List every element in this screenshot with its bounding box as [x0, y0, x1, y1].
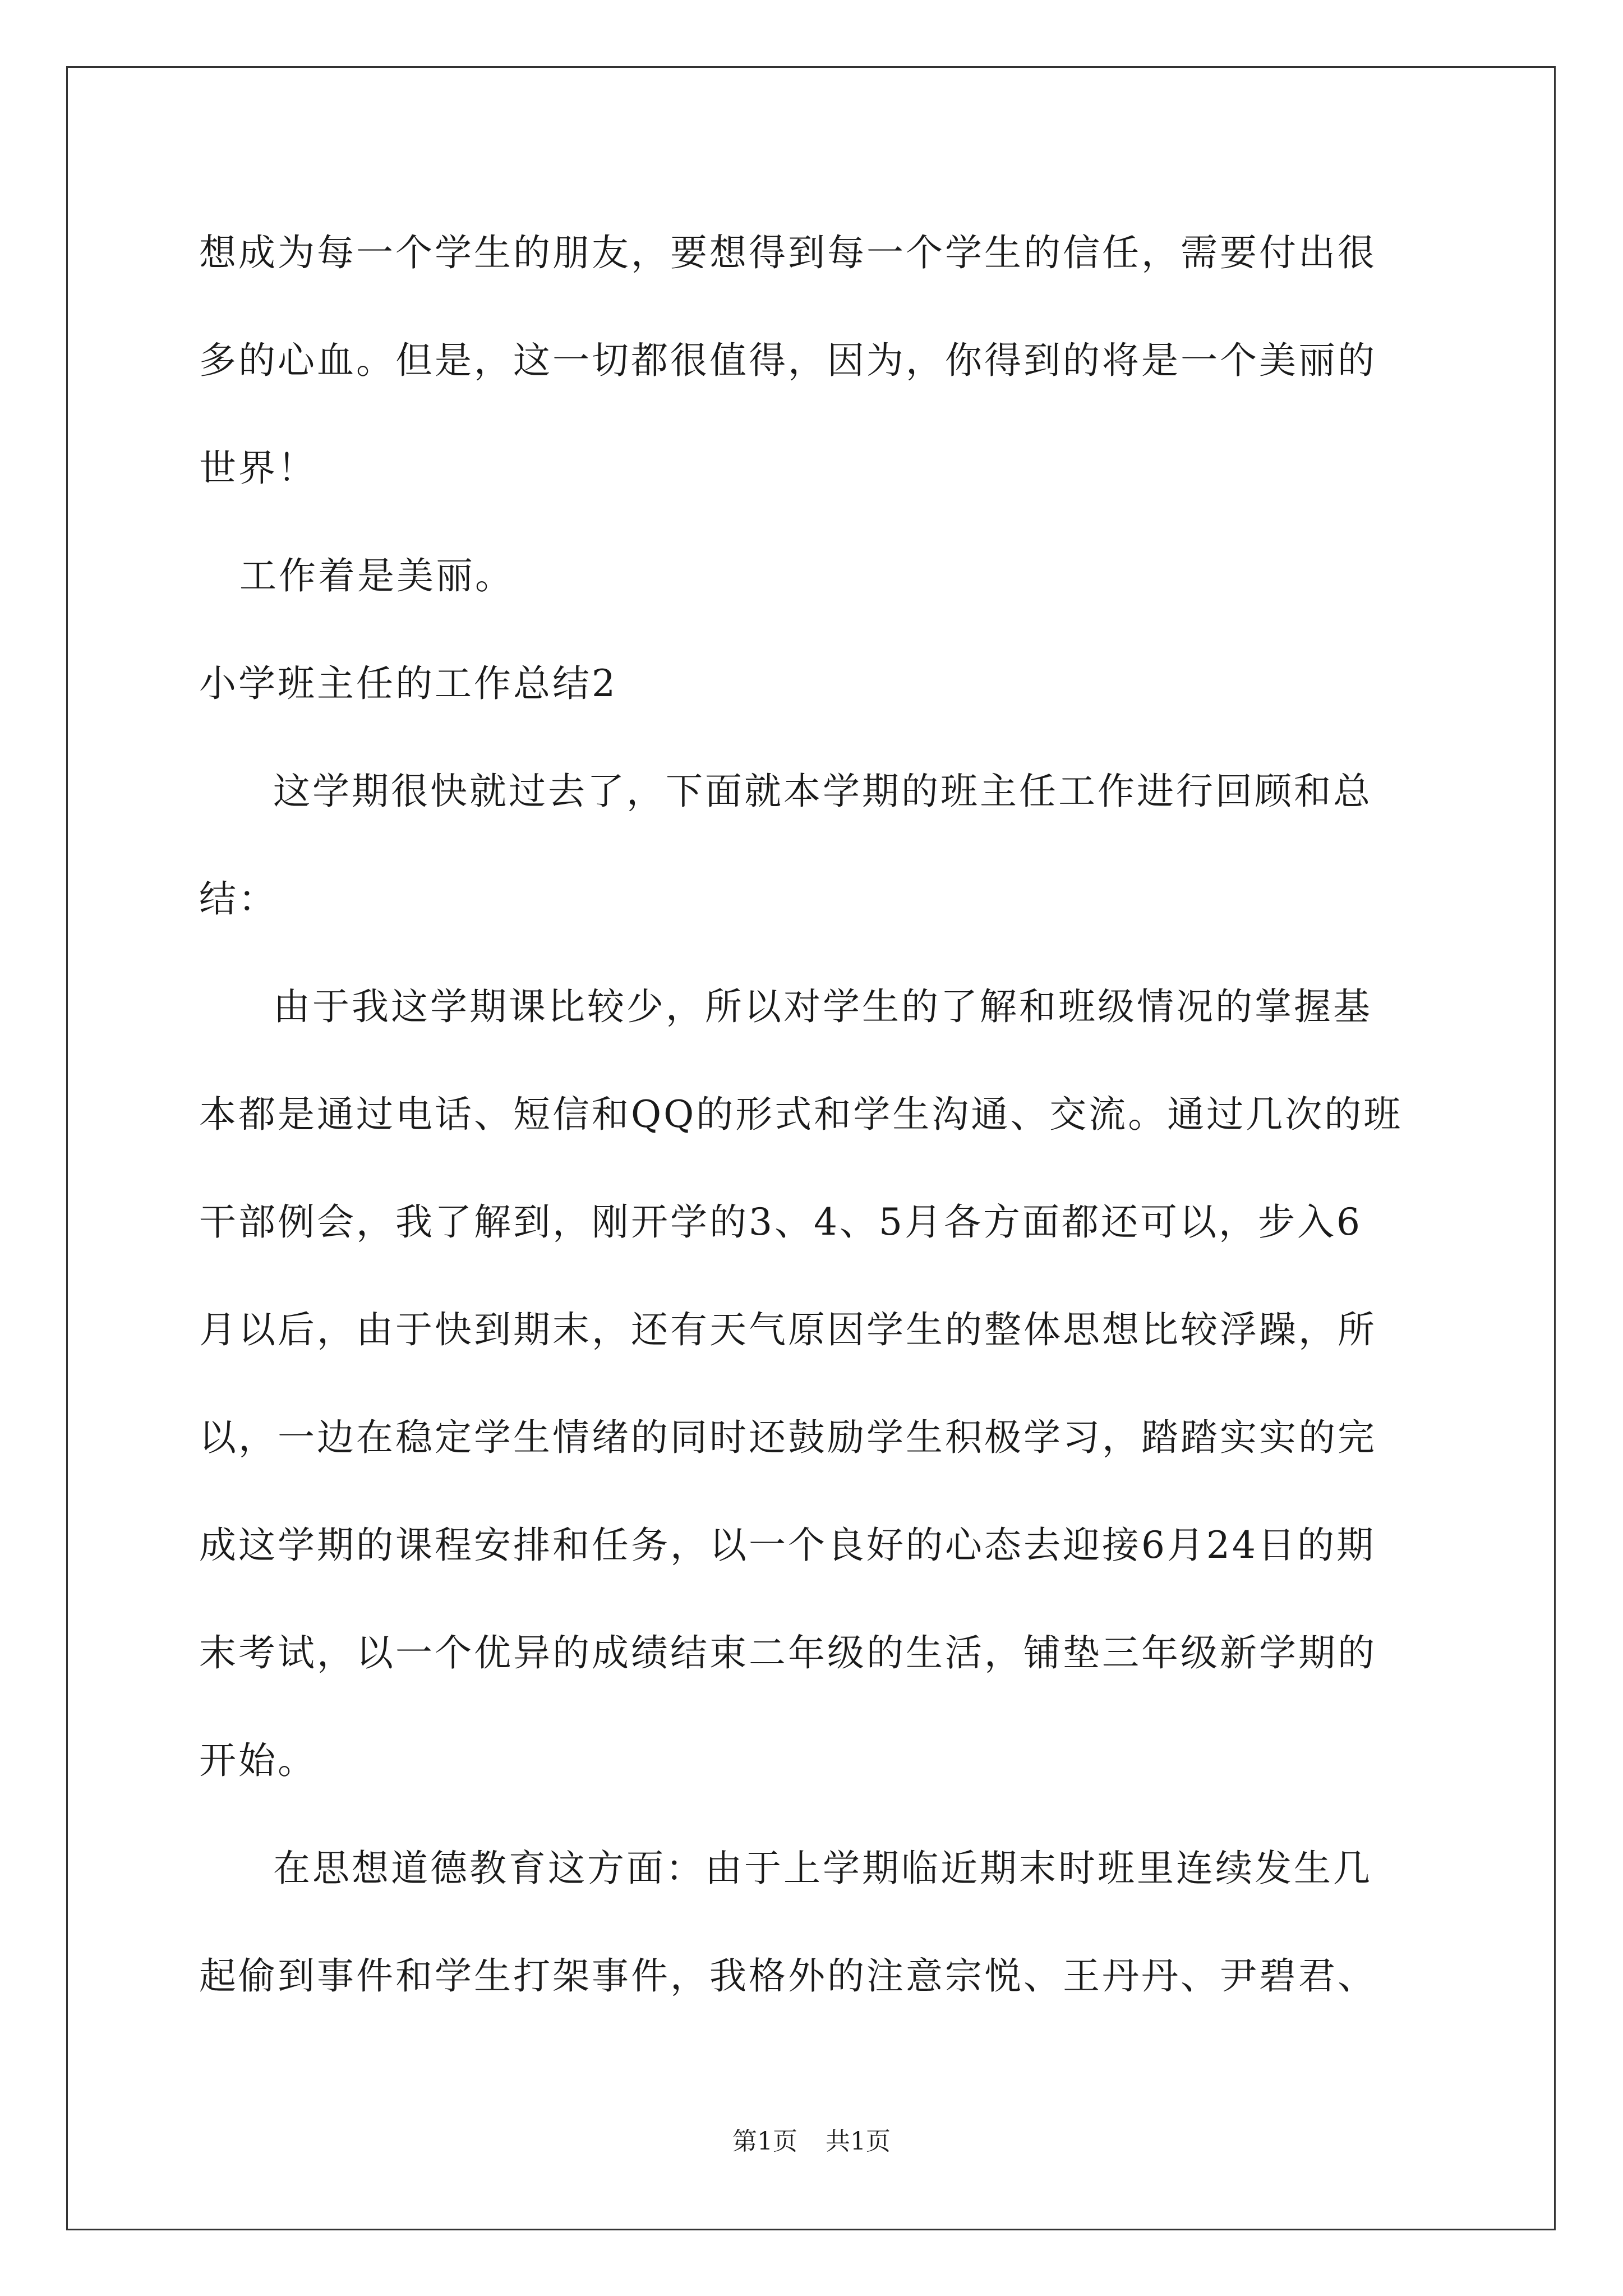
text-line: 成这学期的课程安排和任务，以一个良好的心态去迎接6月24日的期: [199, 1524, 1376, 1567]
text-line: 由于我这学期课比较少，所以对学生的了解和班级情况的掌握基: [273, 985, 1372, 1028]
text-line: 本都是通过电话、短信和QQ的形式和学生沟通、交流。通过几次的班: [199, 1093, 1403, 1136]
text-line: 结：: [199, 877, 278, 921]
text-line: 想成为每一个学生的朋友，要想得到每一个学生的信任，需要付出很: [199, 231, 1377, 274]
text-line: 干部例会，我了解到，刚开学的3、4、5月各方面都还可以，步入6: [199, 1200, 1362, 1244]
page-footer: [0, 2125, 1623, 2159]
document-body: [199, 199, 1427, 2030]
text-line: 这学期很快就过去了，下面就本学期的班主任工作进行回顾和总: [273, 770, 1372, 813]
page-count: 共1页: [826, 2127, 891, 2156]
text-line: 月以后，由于快到期末，还有天气原因学生的整体思想比较浮躁，所: [199, 1308, 1377, 1351]
text-line: 起偷到事件和学生打架事件，我格外的注意宗悦、王丹丹、尹碧君、: [199, 1954, 1377, 1998]
text-line: 以，一边在稳定学生情绪的同时还鼓励学生积极学习，踏踏实实的完: [199, 1416, 1377, 1459]
text-line: 末考试，以一个优异的成绩结束二年级的生活，铺垫三年级新学期的: [199, 1631, 1377, 1674]
page-number: 第1页: [732, 2127, 797, 2156]
text-line: 世界！: [199, 447, 317, 490]
text-line: 多的心血。但是，这一切都很值得，因为，你得到的将是一个美丽的: [199, 339, 1377, 382]
text-line: 工作着是美丽。: [239, 554, 514, 597]
section-heading: 小学班主任的工作总结2: [199, 662, 617, 705]
text-line: 开始。: [199, 1739, 317, 1782]
text-line: 在思想道德教育这方面：由于上学期临近期末时班里连续发生几: [273, 1847, 1372, 1890]
